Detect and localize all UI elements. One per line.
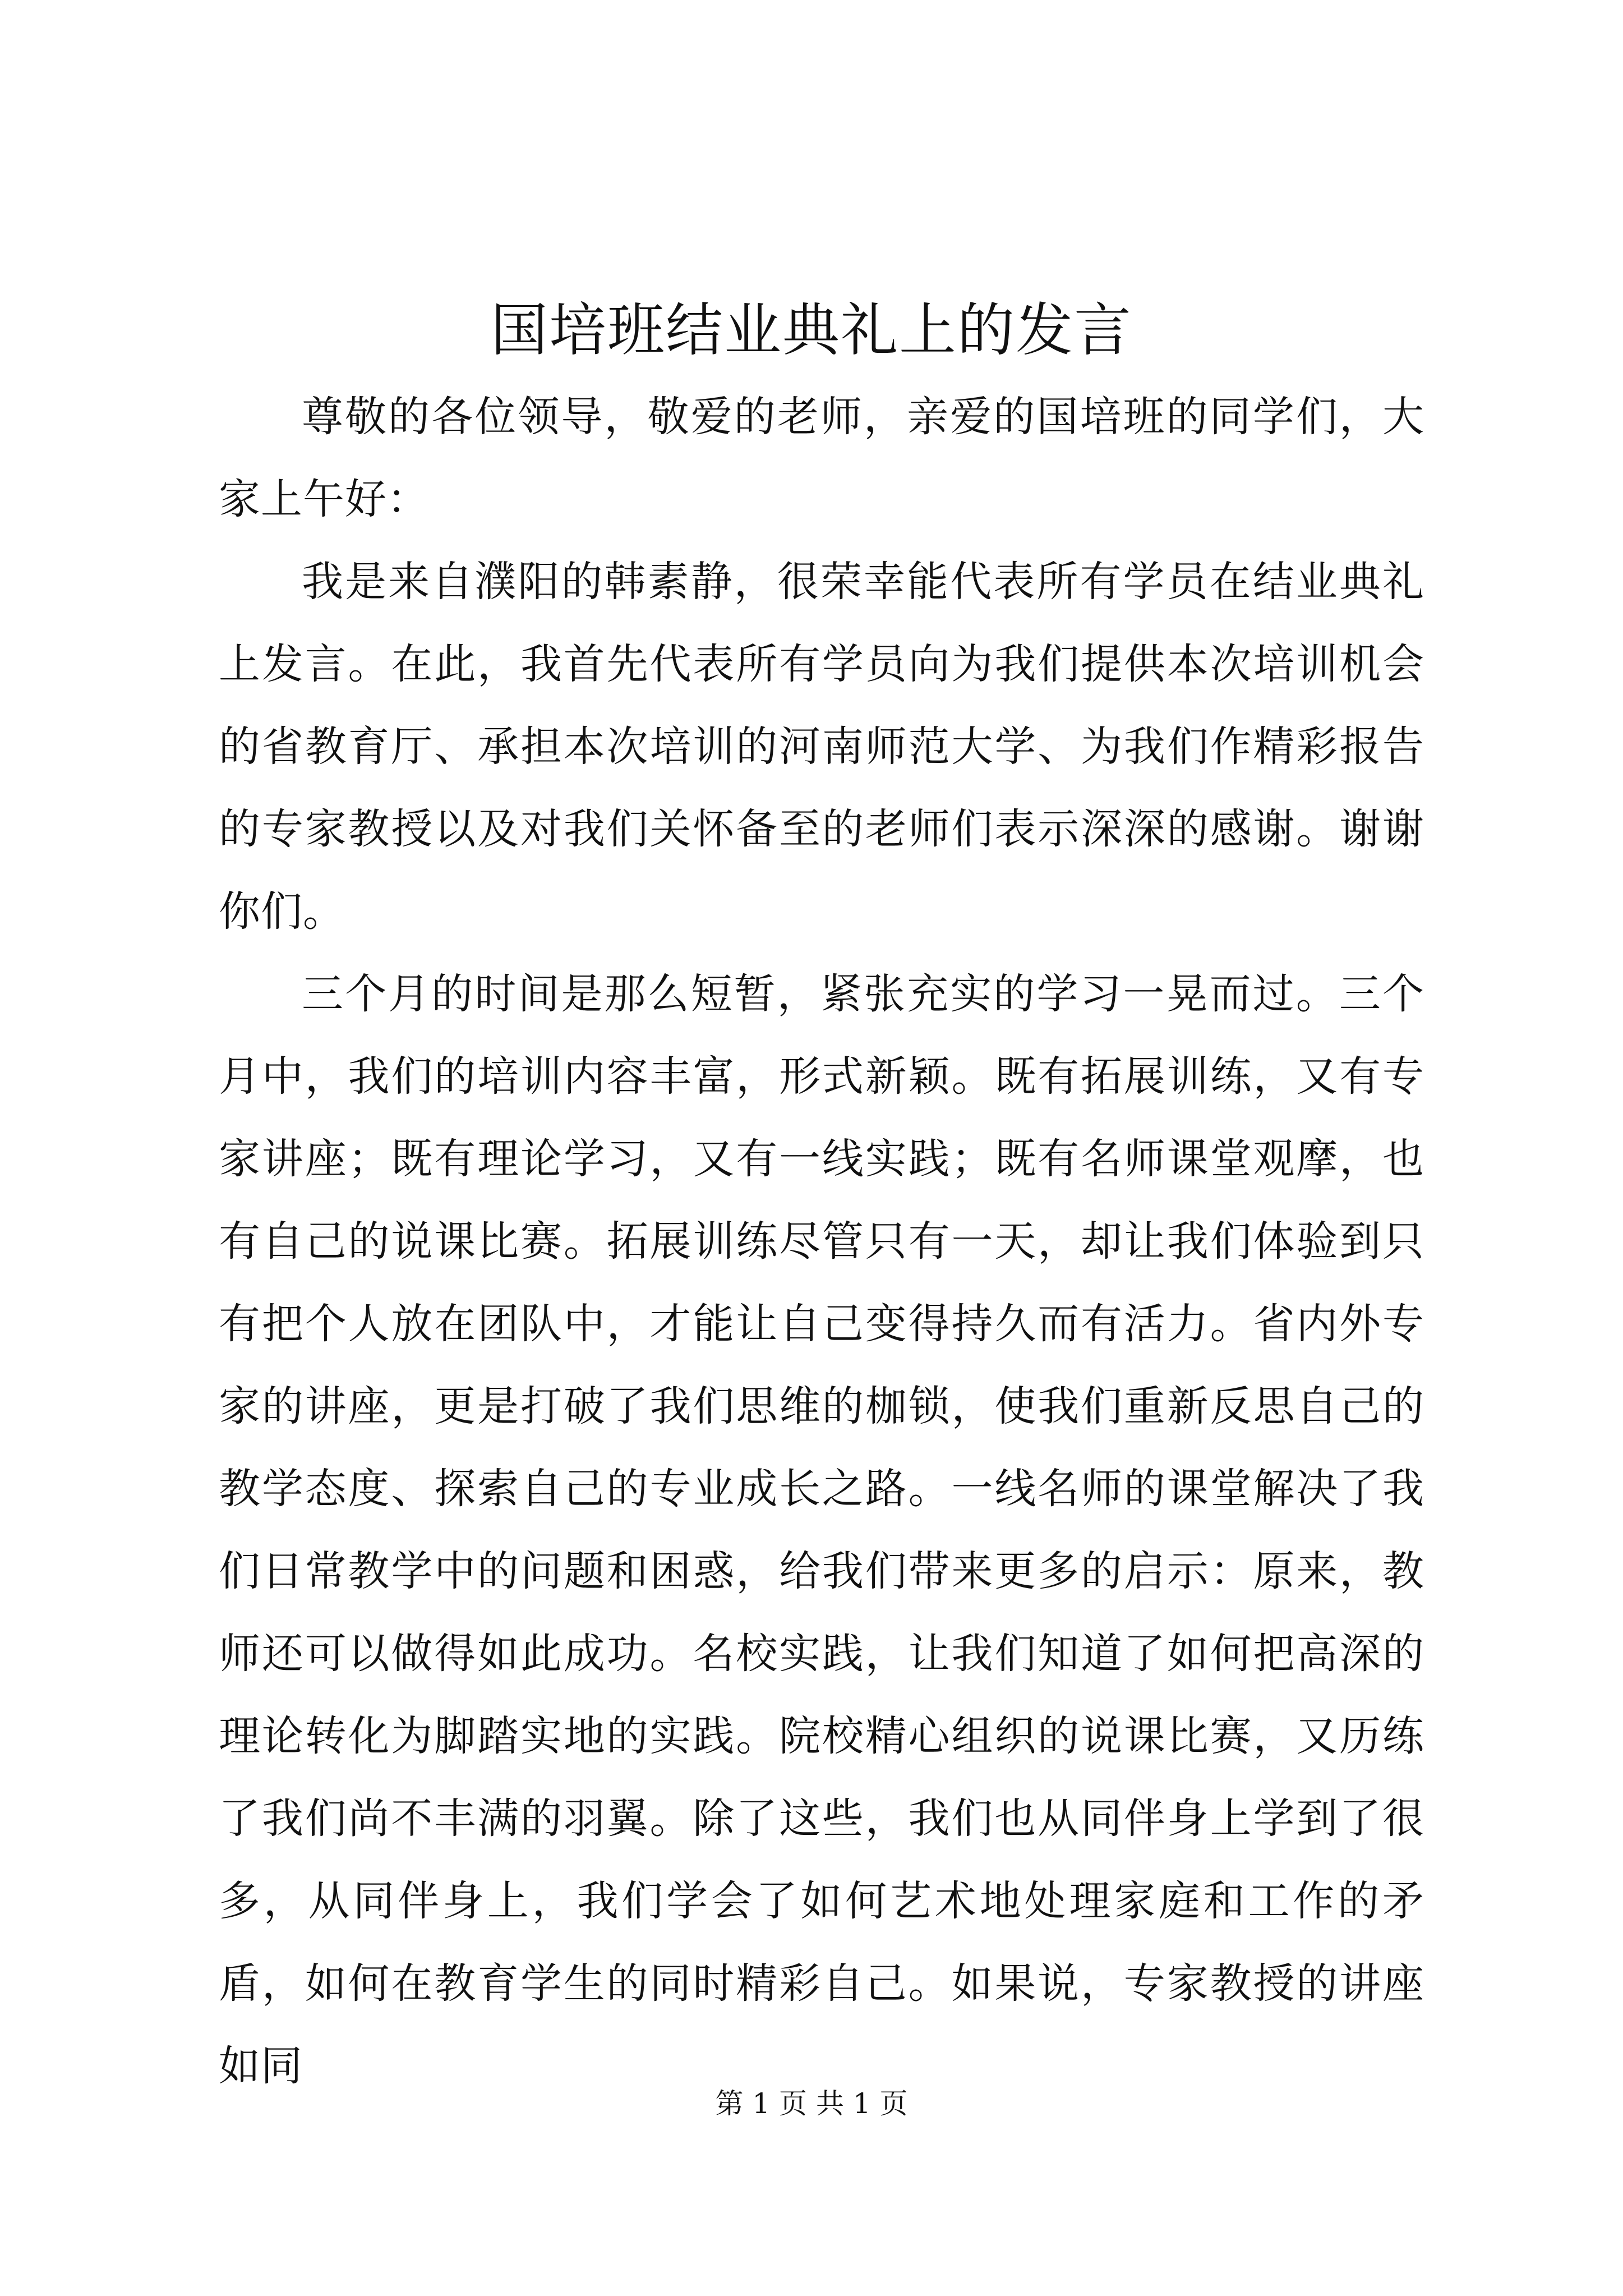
document-title: 国培班结业典礼上的发言 <box>491 297 1132 364</box>
paragraph-training-review: 三个月的时间是那么短暂，紧张充实的学习一晃而过。三个月中，我们的培训内容丰富，形式新颖。既有拓展训练，又有专家讲座；既有理论学习，又有一线实践；既有名师课堂观摩，也有自己的说课比赛。拓展训练尽管只有一天，却让我们体验到只有把个人放在团队中，才能让自己变得持久而有活力。省内外专家的讲座，更是打破了我们思维的枷锁，使我们重新反思自己的教学态度、探索自己的专业成长之路。一线名师的课堂解决了我们日常教学中的问题和困惑，给我们带来更多的启示：原来，教师还可以做得如此成功。名校实践，让我们知道了如何把高深的理论转化为脚踏实地的实践。院校精心组织的说课比赛，又历练了我们尚不丰满的羽翼。除了这些，我们也从同伴身上学到了很多，从同伴身上，我们学会了如何艺术地处理家庭和工作的矛盾，如何在教育学生的同时精彩自己。如果说，专家教授的讲座如同 <box>219 970 1424 2090</box>
document-body <box>219 376 1424 2108</box>
paragraph-introduction: 我是来自濮阳的韩素静，很荣幸能代表所有学员在结业典礼上发言。在此，我首先代表所有学员向为我们提供本次培训机会的省教育厅、承担本次培训的河南师范大学、为我们作精彩报告的专家教授以及对我们关怀备至的老师们表示深深的感谢。谢谢你们。 <box>219 558 1424 936</box>
page-footer: 第 1 页 共 1 页 <box>715 2087 908 2120</box>
paragraph-greeting: 尊敬的各位领导，敬爱的老师，亲爱的国培班的同学们，大家上午好： <box>219 393 1424 523</box>
